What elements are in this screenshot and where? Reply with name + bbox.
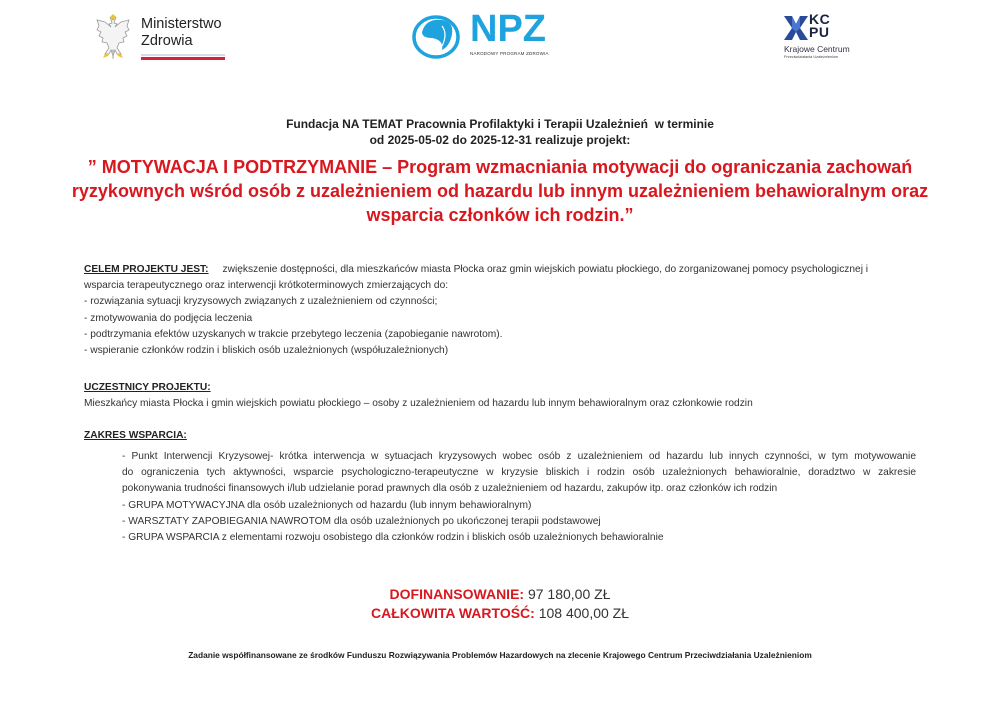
scope-item: - GRUPA WSPARCIA z elementami rozwoju osobistego dla członków rodzin i bliskich osób uzależnionych behawioralnie xyxy=(122,532,664,544)
cofinancing-label: DOFINANSOWANIE: xyxy=(389,586,525,602)
flag-bar-red xyxy=(141,57,225,60)
participants-text: Mieszkańcy miasta Płocka i gmin wiejskich powiatu płockiego – osoby z uzależnieniem od hazardu lub innym behawioralnym oraz członkowie rodzin xyxy=(84,398,753,410)
project-goal-section xyxy=(84,262,916,359)
total-value-row xyxy=(0,604,1000,623)
total-value-label: CAŁKOWITA WARTOŚĆ: xyxy=(370,605,535,621)
funding-section xyxy=(0,585,1000,623)
total-value: 108 400,00 ZŁ xyxy=(538,605,630,621)
npz-wordmark: NPZ xyxy=(470,8,546,50)
scope-paragraph-line2: do ograniczenia tych aktywności, wsparcie psychologiczno-terapeutyczne w kryzysie bliskich i rodzin osób uzależnionych behawioralnie, doradztwo w zakresie xyxy=(122,467,916,479)
kcpu-letters-top: KC xyxy=(809,11,831,27)
participants-section xyxy=(84,380,916,412)
project-title-line1: ” MOTYWACJA I PODTRZYMANIE – Program wzmacniania motywacji do ograniczania zachowań xyxy=(87,157,913,177)
white-eagle-emblem-icon xyxy=(95,14,131,62)
project-title-line2: ryzykownych wśród osób z uzależnieniem od hazardu lub innym uzależnieniem behawioralnym oraz xyxy=(71,181,929,201)
goal-heading: CELEM PROJEKTU JEST: xyxy=(84,264,209,275)
kcpu-logo xyxy=(784,11,864,74)
goal-item: - zmotywowania do podjęcia leczenia xyxy=(84,312,253,324)
ministry-name xyxy=(141,16,222,50)
kcpu-subtitle: Przeciwdziałania Uzależnieniom xyxy=(784,55,839,59)
ministry-name-line1: Ministerstwo xyxy=(141,16,222,32)
npz-subtitle: NARODOWY PROGRAM ZDROWIA xyxy=(470,51,549,56)
ministry-of-health-logo xyxy=(95,14,235,66)
ministry-name-line2: Zdrowia xyxy=(141,33,193,49)
kcpu-letters xyxy=(809,13,830,39)
cofinancing-row xyxy=(0,585,1000,604)
goal-item: - wspieranie członków rodzin i bliskich osób uzależnionych (współuzależnionych) xyxy=(84,345,449,357)
scope-paragraph-line3: pokonywania trudności finansowych i/lub udzielanie porad prawnych dla osób z uzależnieniem od hazardu, zakupów itp. oraz członków ich rodzin xyxy=(122,483,778,495)
scope-item: - WARSZTATY ZAPOBIEGANIA NAWROTOM dla osób uzależnionych po ukończonej terapii podstawowej xyxy=(122,515,601,527)
participants-heading: UCZESTNICY PROJEKTU: xyxy=(84,382,211,393)
npz-logo xyxy=(410,8,555,62)
goal-text-2: wsparcia terapeutycznego oraz interwencji krótkoterminowych zmierzających do: xyxy=(84,280,449,292)
project-title-line3: wsparcia członków ich rodzin.” xyxy=(366,205,634,225)
scope-section xyxy=(122,449,916,546)
flag-bar-white xyxy=(141,54,225,56)
scope-item: - GRUPA MOTYWACYJNA dla osób uzależnionych od hazardu (lub innym behawioralnym) xyxy=(122,499,532,511)
intro-line1: Fundacja NA TEMAT Pracownia Profilaktyki i Terapii Uzależnień w terminie xyxy=(286,117,714,131)
scope-heading: ZAKRES WSPARCIA: xyxy=(84,430,187,441)
funding-footer-note: Zadanie współfinansowane ze środków Funduszu Rozwiązywania Problemów Hazardowych na zlecenie Krajowego Centrum Przeciwdziałania Uzależnieniom xyxy=(188,650,812,660)
kcpu-x-mark-icon xyxy=(784,16,808,40)
kcpu-name: Krajowe Centrum xyxy=(784,44,850,54)
intro-line2: od 2025-05-02 do 2025-12-31 realizuje projekt: xyxy=(369,132,631,147)
cofinancing-value: 97 180,00 ZŁ xyxy=(527,586,611,602)
project-title xyxy=(0,155,1000,227)
goal-first-line xyxy=(84,262,916,278)
npz-drop-mark-icon xyxy=(412,12,462,60)
kcpu-letters-bottom: PU xyxy=(809,24,830,40)
goal-item: - rozwiązania sytuacji kryzysowych związanych z uzależnieniem od czynności; xyxy=(84,296,438,308)
goal-text-1: zwiększenie dostępności, dla mieszkańców miasta Płocka oraz gmin wiejskich powiatu płockiego, do zorganizowanej pomocy psychologicznej i xyxy=(222,264,869,275)
intro-text xyxy=(0,117,1000,148)
goal-item: - podtrzymania efektów uzyskanych w trakcie przebytego leczenia (zapobieganie nawrotom). xyxy=(84,328,503,340)
scope-paragraph-line1: - Punkt Interwencji Kryzysowej- krótka interwencja w sytuacjach kryzysowych wobec osób z uzależnieniem od hazardu lub innych czynności, w tym motywowanie xyxy=(122,451,916,462)
